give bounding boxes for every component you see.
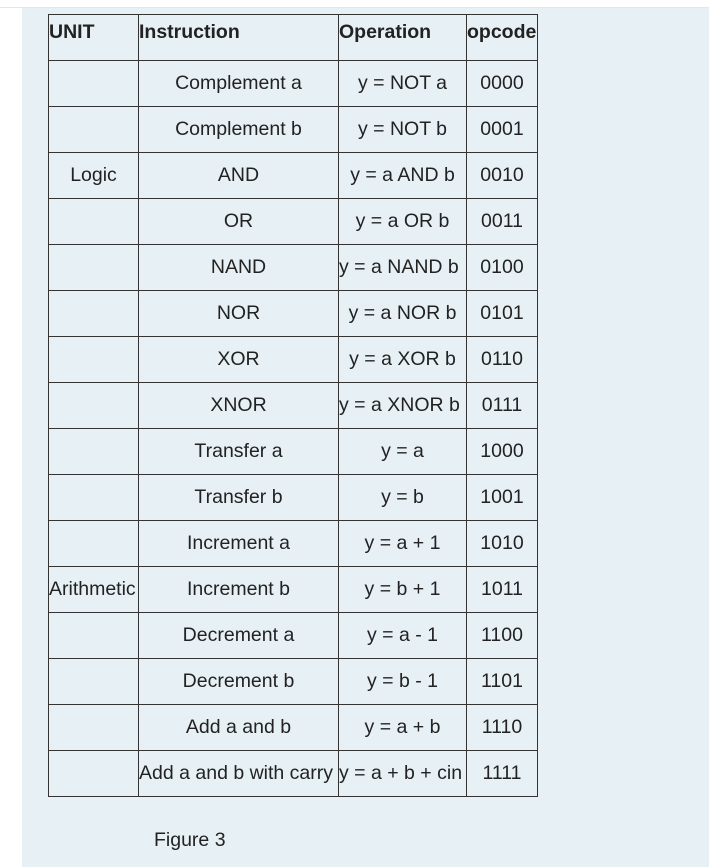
- operation-cell: y = a NAND b: [339, 245, 467, 291]
- instruction-cell: Increment b: [139, 567, 339, 613]
- opcode-cell: 0101: [467, 291, 538, 337]
- unit-cell: [49, 751, 139, 797]
- opcode-cell: 1110: [467, 705, 538, 751]
- operation-cell: y = a: [339, 429, 467, 475]
- table-row: [49, 107, 538, 153]
- opcode-cell: 0111: [467, 383, 538, 429]
- table-row: [49, 613, 538, 659]
- operation-cell: y = NOT b: [339, 107, 467, 153]
- operation-cell: y = a + b: [339, 705, 467, 751]
- opcode-cell: 0110: [467, 337, 538, 383]
- operation-cell: y = a XNOR b: [339, 383, 467, 429]
- opcode-cell: 0010: [467, 153, 538, 199]
- instruction-cell: Transfer a: [139, 429, 339, 475]
- instruction-cell: NAND: [139, 245, 339, 291]
- instruction-table: [48, 14, 538, 797]
- operation-cell: y = b: [339, 475, 467, 521]
- operation-cell: y = a + b + cin: [339, 751, 467, 797]
- table-row: [49, 153, 538, 199]
- unit-cell: [49, 245, 139, 291]
- instruction-cell: Complement b: [139, 107, 339, 153]
- unit-cell: [49, 521, 139, 567]
- table-row: [49, 659, 538, 705]
- table-row: [49, 567, 538, 613]
- instruction-cell: XNOR: [139, 383, 339, 429]
- instruction-cell: Increment a: [139, 521, 339, 567]
- instruction-cell: Transfer b: [139, 475, 339, 521]
- table-row: [49, 337, 538, 383]
- opcode-cell: 1101: [467, 659, 538, 705]
- opcode-column-header: opcode: [467, 15, 538, 61]
- instruction-cell: Decrement a: [139, 613, 339, 659]
- opcode-cell: 1000: [467, 429, 538, 475]
- instruction-cell: Complement a: [139, 61, 339, 107]
- table-row: [49, 705, 538, 751]
- instruction-cell: Add a and b: [139, 705, 339, 751]
- unit-cell: [49, 199, 139, 245]
- unit-cell: [49, 429, 139, 475]
- operation-cell: y = a OR b: [339, 199, 467, 245]
- figure-caption: Figure 3: [154, 829, 226, 851]
- unit-cell: [49, 61, 139, 107]
- operation-cell: y = NOT a: [339, 61, 467, 107]
- table-row: [49, 429, 538, 475]
- unit-cell: [49, 107, 139, 153]
- table-row: [49, 291, 538, 337]
- opcode-cell: 1111: [467, 751, 538, 797]
- opcode-cell: 1010: [467, 521, 538, 567]
- instruction-cell: NOR: [139, 291, 339, 337]
- operation-cell: y = a - 1: [339, 613, 467, 659]
- unit-column-header: UNIT: [49, 15, 139, 61]
- instruction-cell: Add a and b with carry: [139, 751, 339, 797]
- unit-cell: [49, 291, 139, 337]
- table-row: [49, 245, 538, 291]
- table-row: [49, 61, 538, 107]
- unit-cell: [49, 705, 139, 751]
- unit-cell: [49, 659, 139, 705]
- opcode-cell: 1100: [467, 613, 538, 659]
- opcode-cell: 1001: [467, 475, 538, 521]
- opcode-cell: 0011: [467, 199, 538, 245]
- instruction-cell: OR: [139, 199, 339, 245]
- instruction-cell: AND: [139, 153, 339, 199]
- opcode-cell: 0100: [467, 245, 538, 291]
- operation-cell: y = b - 1: [339, 659, 467, 705]
- operation-cell: y = a XOR b: [339, 337, 467, 383]
- table-header-row: [49, 15, 538, 61]
- table-row: [49, 199, 538, 245]
- operation-column-header: Operation: [339, 15, 467, 61]
- unit-cell: [49, 337, 139, 383]
- unit-cell: [49, 383, 139, 429]
- operation-cell: y = a AND b: [339, 153, 467, 199]
- operation-cell: y = a NOR b: [339, 291, 467, 337]
- opcode-cell: 0000: [467, 61, 538, 107]
- table-row: [49, 475, 538, 521]
- operation-cell: y = a + 1: [339, 521, 467, 567]
- table-row: [49, 751, 538, 797]
- unit-cell: Arithmetic: [49, 567, 139, 613]
- operation-cell: y = b + 1: [339, 567, 467, 613]
- table-row: [49, 383, 538, 429]
- opcode-cell: 1011: [467, 567, 538, 613]
- opcode-cell: 0001: [467, 107, 538, 153]
- instruction-column-header: Instruction: [139, 15, 339, 61]
- instruction-cell: XOR: [139, 337, 339, 383]
- unit-cell: [49, 613, 139, 659]
- table-row: [49, 521, 538, 567]
- unit-cell: [49, 475, 139, 521]
- instruction-cell: Decrement b: [139, 659, 339, 705]
- unit-cell: Logic: [49, 153, 139, 199]
